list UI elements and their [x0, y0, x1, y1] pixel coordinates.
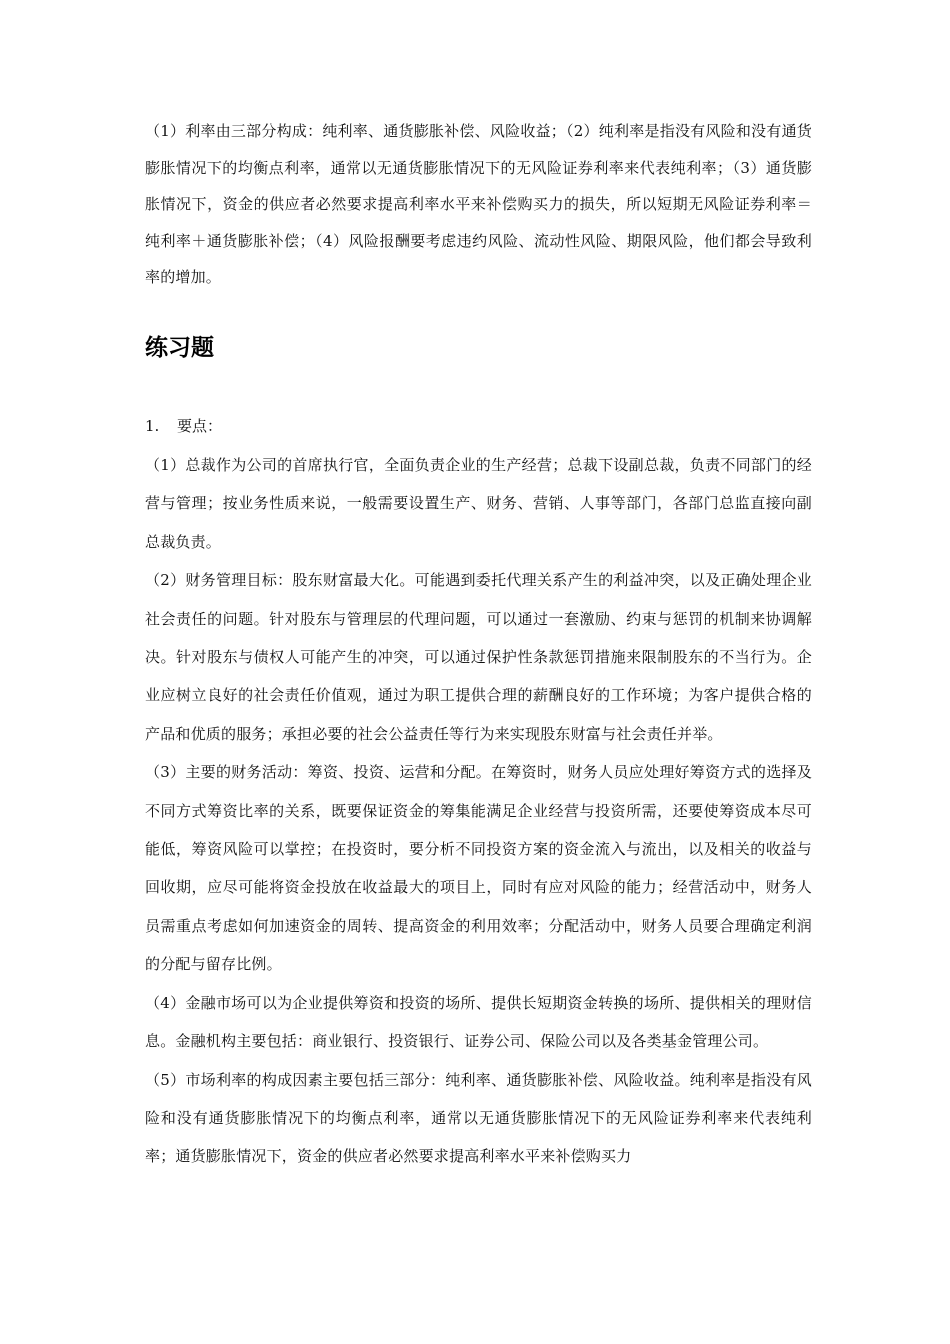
section-heading: 练习题 — [145, 335, 214, 361]
question-header — [145, 408, 222, 445]
answer-paragraph-5: （5）市场利率的构成因素主要包括三部分：纯利率、通货膨胀补偿、风险收益。纯利率是指没有风险和没有通货膨胀情况下的均衡点利率，通常以无通货膨胀情况下的无风险证券利率来代表纯利率；通货膨胀情况下，资金的供应者必然要求提高利率水平来补偿购买力 — [145, 1070, 812, 1166]
answer-paragraph-2: （2）财务管理目标：股东财富最大化。可能遇到委托代理关系产生的利益冲突，以及正确处理企业社会责任的问题。针对股东与管理层的代理问题，可以通过一套激励、约束与惩罚的机制来协调解决。针对股东与债权人可能产生的冲突，可以通过保护性条款惩罚措施来限制股东的不当行为。企业应树立良好的社会责任价值观，通过为职工提供合理的薪酬良好的工作环境；为客户提供合格的产品和优质的服务；承担必要的社会公益责任等行为来实现股东财富与社会责任并举。 — [145, 571, 812, 743]
answer-paragraph-3: （3）主要的财务活动：筹资、投资、运营和分配。在筹资时，财务人员应处理好筹资方式的选择及不同方式筹资比率的关系，既要保证资金的筹集能满足企业经营与投资所需，还要使筹资成本尽可能低，筹资风险可以掌控；在投资时，要分析不同投资方案的资金流入与流出，以及相关的收益与回收期，应尽可能将资金投放在收益最大的项目上，同时有应对风险的能力；经营活动中，财务人员需重点考虑如何加速资金的周转、提高资金的利用效率；分配活动中，财务人员要合理确定利润的分配与留存比例。 — [145, 763, 812, 974]
question-label: 要点： — [177, 417, 223, 435]
question-number: 1. — [145, 417, 160, 435]
answer-paragraph-4: （4）金融市场可以为企业提供筹资和投资的场所、提供长短期资金转换的场所、提供相关的理财信息。金融机构主要包括：商业银行、投资银行、证券公司、保险公司以及各类基金管理公司。 — [145, 993, 812, 1051]
answers-list — [145, 446, 812, 1176]
answer-paragraph-1: （1）总裁作为公司的首席执行官，全面负责企业的生产经营；总裁下设副总裁，负责不同部门的经营与管理；按业务性质来说，一般需要设置生产、财务、营销、人事等部门，各部门总监直接向副总裁负责。 — [145, 456, 812, 551]
intro-section — [145, 113, 812, 296]
intro-paragraph: （1）利率由三部分构成：纯利率、通货膨胀补偿、风险收益；（2）纯利率是指没有风险和没有通货膨胀情况下的均衡点利率，通常以无通货膨胀情况下的无风险证券利率来代表纯利率；（3）通货膨胀情况下，资金的供应者必然要求提高利率水平来补偿购买力的损失，所以短期无风险证券利率＝纯利率＋通货膨胀补偿；（4）风险报酬要考虑违约风险、流动性风险、期限风险，他们都会导致利率的增加。 — [145, 122, 812, 286]
